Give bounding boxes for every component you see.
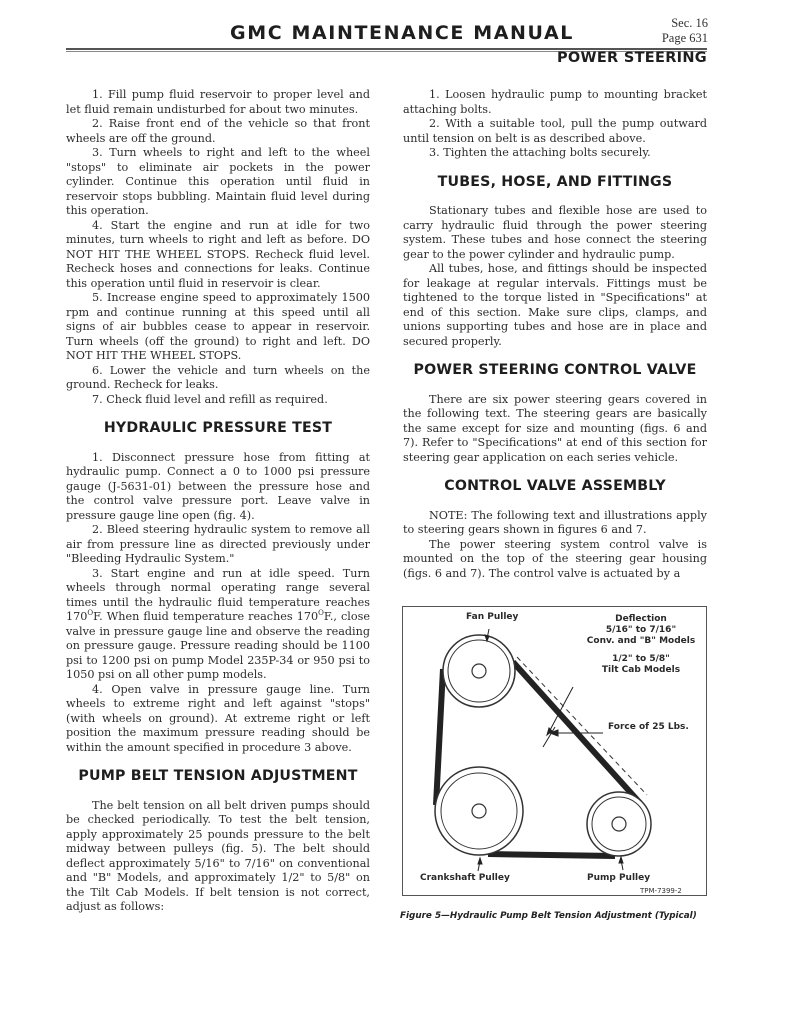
heading-hydraulic-pressure-test: HYDRAULIC PRESSURE TEST	[103, 420, 333, 436]
left-column	[66, 88, 370, 915]
figure-belt-tension-diagram	[402, 606, 707, 896]
label-deflection	[581, 614, 701, 675]
tubes-para-2: All tubes, hose, and fittings should be inspected for leakage at regular intervals. Fittings must be tightened to the torque listed in "Specifications" at end of this section. Make sure clips, clamps, and unions supporting tubes and hose are in place and secured properly.	[403, 262, 707, 348]
bleed-step-1: 1. Fill pump fluid reservoir to proper level and let fluid remain undisturbed for about two minutes.	[66, 88, 370, 116]
label-deflection-tilt: 1/2" to 5/8"	[612, 654, 670, 664]
label-deflection-title: Deflection	[615, 614, 667, 624]
label-deflection-conv: 5/16" to 7/16"	[605, 625, 677, 635]
fan-pulley-icon	[443, 635, 515, 707]
heading-power-steering-control-valve: POWER STEERING CONTROL VALVE	[413, 362, 697, 378]
right-column	[403, 88, 707, 581]
belt-tension-body: The belt tension on all belt driven pumps should be checked periodically. To test the belt tension, apply approximately 25 pounds pressure to the belt midway between pulleys (fig. 5). The belt should deflect approximately 5/16" to 7/16" on conventional and "B" Models, and approximately 1/2" to 5/8" on the Tilt Cab Models. If belt tension is not correct, adjust as follows:	[66, 798, 370, 913]
label-deflection-conv-models: Conv. and "B" Models	[586, 636, 696, 646]
section-number: Sec. 16	[671, 16, 708, 30]
bleed-step-7: 7. Check fluid level and refill as required.	[92, 392, 328, 406]
crankshaft-pulley-icon	[435, 767, 523, 855]
bleed-step-4: 4. Start the engine and run at idle for two minutes, turn wheels to right and left as before. DO NOT HIT THE WHEEL STOPS. Recheck fluid level. Recheck hoses and connections for leaks. Continue this operation until fluid in reservoir is clear.	[66, 218, 370, 290]
tubes-para-1: Stationary tubes and flexible hose are used to carry hydraulic fluid through the power steering system. These tubes and hose connect the steering gear to the power cylinder and hydraulic pump.	[403, 204, 707, 261]
label-deflection-tilt-models: Tilt Cab Models	[601, 665, 681, 675]
label-fan-pulley: Fan Pulley	[466, 612, 519, 622]
valve-assembly-note: NOTE: The following text and illustrations apply to steering gears shown in figures 6 and 7.	[403, 508, 707, 536]
pressure-step-4: 4. Open valve in pressure gauge line. Turn wheels to extreme right and left against "stops" (with wheels on ground). At extreme right or left position the maximum pressure reading should be within the amount specified in procedure 3 above.	[66, 682, 370, 754]
page-number: Page 631	[661, 31, 708, 45]
section-page-info	[662, 16, 708, 46]
bleed-step-3: 3. Turn wheels to right and left to the wheel "stops" to eliminate air pockets in the power cylinder. Continue this operation until fluid in reservoir stops bubbling. Maintain fluid level during this operation.	[66, 146, 370, 217]
figure-caption: Figure 5—Hydraulic Pump Belt Tension Adjustment (Typical)	[400, 911, 697, 921]
pump-pulley-icon	[587, 792, 651, 856]
adjust-step-3: 3. Tighten the attaching bolts securely.	[429, 146, 651, 159]
label-pump-pulley: Pump Pulley	[587, 873, 651, 883]
pressure-step-1: 1. Disconnect pressure hose from fitting at hydraulic pump. Connect a 0 to 1000 psi pressure gauge (J-5631-01) between the pressure hose and the control valve pressure port. Leave valve in pressure gauge line open (fig. 4).	[66, 450, 370, 522]
label-crankshaft-pulley: Crankshaft Pulley	[420, 873, 510, 883]
adjust-step-2: 2. With a suitable tool, pull the pump outward until tension on belt is as described above.	[403, 117, 707, 145]
heading-tubes-hose-fittings: TUBES, HOSE, AND FITTINGS	[437, 173, 673, 190]
bleed-step-5: 5. Increase engine speed to approximately 1500 rpm and continue running at this speed until all signs of air bubbles cease to appear in reservoir. Turn wheels (off the ground) to right and left. DO NOT HIT THE WHEEL STOPS.	[66, 291, 370, 362]
figure-code: TPM-7399-2	[640, 887, 682, 895]
pressure-step-3: 3. Start engine and run at idle speed. Turn wheels through normal operating range several times until the hydraulic fluid temperature reaches $170^OF$. When fluid temperature reaches $170^OF$., close valve in pressure gauge line and observe the reading on pressure gauge. Pressure reading should be 1100 psi to 1200 psi on pump Model 235P-34 or 950 psi to 1050 psi on all other pump models.	[66, 566, 370, 681]
valve-assembly-para: The power steering system control valve is mounted on the top of the steering gear housing (figs. 6 and 7). The control valve is actuated by a	[403, 537, 707, 580]
heading-control-valve-assembly: CONTROL VALVE ASSEMBLY	[444, 478, 666, 494]
section-title: POWER STEERING	[556, 50, 707, 66]
label-force: Force of 25 Lbs.	[608, 722, 689, 732]
heading-pump-belt-tension: PUMP BELT TENSION ADJUSTMENT	[78, 768, 358, 784]
manual-title: GMC MAINTENANCE MANUAL	[230, 22, 574, 44]
control-valve-para: There are six power steering gears covered in the following text. The steering gears are basically the same except for size and mounting (figs. 6 and 7). Refer to "Specifications" at end of this section for steering gear application on each series vehicle.	[403, 392, 707, 464]
bleed-step-6: 6. Lower the vehicle and turn wheels on the ground. Recheck for leaks.	[66, 363, 370, 391]
bleed-step-2: 2. Raise front end of the vehicle so that front wheels are off the ground.	[66, 117, 370, 145]
pressure-step-2: 2. Bleed steering hydraulic system to remove all air from pressure line as directed previously under "Bleeding Hydraulic System."	[66, 523, 370, 565]
adjust-step-1: 1. Loosen hydraulic pump to mounting bracket attaching bolts.	[403, 88, 707, 116]
